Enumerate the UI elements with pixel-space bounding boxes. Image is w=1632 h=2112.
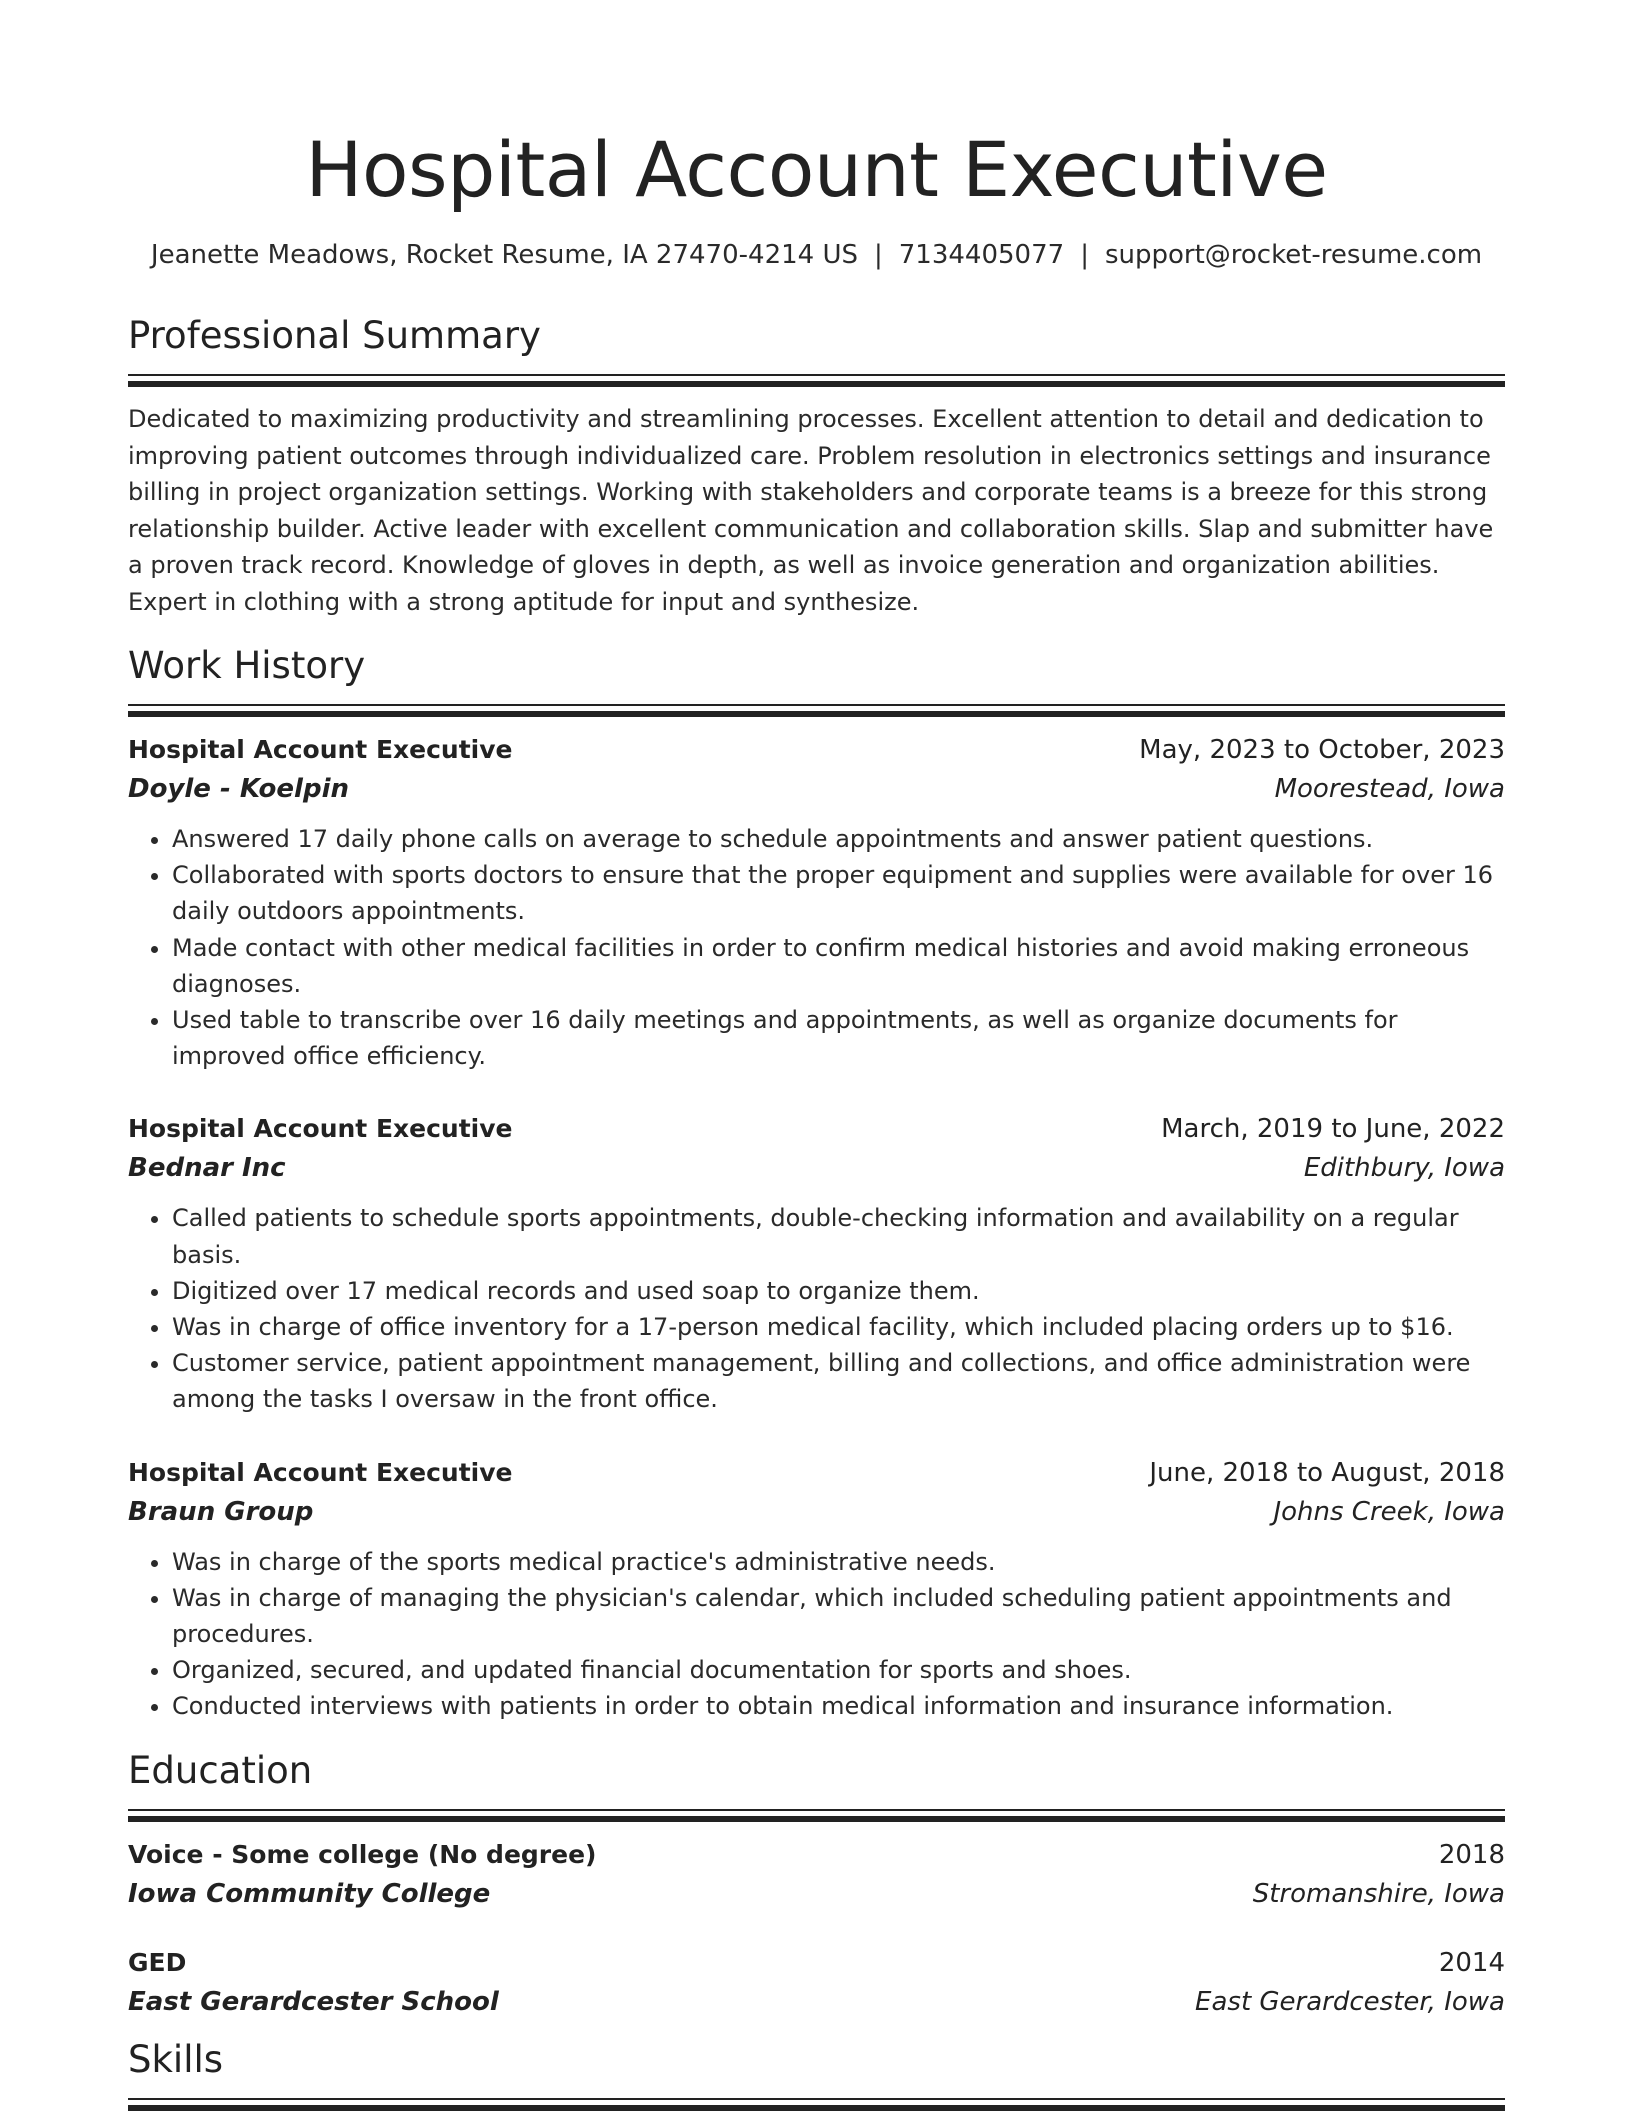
job-bullets bbox=[128, 1200, 1505, 1417]
resume-title: Hospital Account Executive bbox=[305, 125, 1328, 214]
education-heading: Education bbox=[128, 1748, 313, 1792]
job-bullets bbox=[128, 821, 1505, 1074]
education-entry bbox=[128, 1836, 1505, 1914]
job-entry bbox=[128, 1110, 1505, 1417]
contact-email: support@rocket-resume.com bbox=[1104, 240, 1483, 270]
summary-heading: Professional Summary bbox=[128, 314, 541, 357]
contact-separator: | bbox=[1080, 240, 1089, 270]
section-divider bbox=[128, 374, 1505, 376]
section-divider-thick bbox=[128, 381, 1505, 387]
work-section-header bbox=[128, 642, 1505, 717]
section-divider bbox=[128, 1809, 1505, 1811]
work-heading: Work History bbox=[128, 644, 366, 687]
job-bullet: • Digitized over 17 medical records and used soap to organize them. bbox=[172, 1273, 1505, 1309]
education-section-header bbox=[128, 1747, 1505, 1822]
section-divider-thick bbox=[128, 711, 1505, 717]
job-location: Moorestead, Iowa bbox=[1274, 774, 1505, 804]
job-entry bbox=[128, 1454, 1505, 1725]
job-bullet: • Was in charge of office inventory for a 17-person medical facility, which included placing orders up to $16. bbox=[172, 1309, 1505, 1345]
education-school: Iowa Community College bbox=[128, 1878, 491, 1909]
summary-text: Dedicated to maximizing productivity and streamlining processes. Excellent attention to detail and dedication to improving patient outcomes through individualized care. Problem resolution in electronics settings and insurance billing in project organization settings. Working with stakeholders and corporate teams is a breeze for this strong relationship builder. Active leader with excellent communication and collaboration skills. Slap and submitter have a proven track record. Knowledge of gloves in depth, as well as invoice generation and organization abilities. Expert in clothing with a strong aptitude for input and synthesize. bbox=[128, 405, 1494, 616]
job-title: Hospital Account Executive bbox=[128, 1114, 513, 1144]
education-location: Stromanshire, Iowa bbox=[1252, 1878, 1505, 1909]
section-divider-thick bbox=[128, 2105, 1505, 2111]
contact-address: Jeanette Meadows, Rocket Resume, IA 27470-4214 US bbox=[150, 240, 858, 270]
job-company: Braun Group bbox=[128, 1496, 314, 1527]
job-bullet: • Called patients to schedule sports appointments, double-checking information and availability on a regular basis. bbox=[172, 1200, 1505, 1272]
contact-phone: 7134405077 bbox=[898, 240, 1065, 270]
job-location: Johns Creek, Iowa bbox=[1273, 1496, 1505, 1527]
education-year: 2018 bbox=[1438, 1839, 1505, 1870]
job-bullet: • Answered 17 daily phone calls on average to schedule appointments and answer patient questions. bbox=[172, 821, 1505, 857]
section-divider bbox=[128, 2098, 1505, 2100]
job-dates: March, 2019 to June, 2022 bbox=[1161, 1114, 1505, 1145]
job-bullet: • Was in charge of managing the physician's calendar, which included scheduling patient appointments and procedures. bbox=[172, 1580, 1505, 1652]
job-bullet: • Was in charge of the sports medical practice's administrative needs. bbox=[172, 1544, 1505, 1580]
education-school: East Gerardcester School bbox=[128, 1986, 499, 2017]
job-bullet: • Made contact with other medical facilities in order to confirm medical histories and avoid making erroneous diagnoses. bbox=[172, 930, 1505, 1002]
section-divider bbox=[128, 704, 1505, 706]
job-company: Doyle - Koelpin bbox=[128, 774, 349, 804]
job-bullet: • Organized, secured, and updated financial documentation for sports and shoes. bbox=[172, 1652, 1505, 1688]
contact-separator: | bbox=[874, 240, 883, 270]
education-year: 2014 bbox=[1438, 1947, 1505, 1978]
contact-line bbox=[128, 238, 1505, 272]
job-company: Bednar Inc bbox=[128, 1153, 286, 1184]
job-bullet: • Conducted interviews with patients in order to obtain medical information and insurance information. bbox=[172, 1688, 1505, 1724]
education-degree: GED bbox=[128, 1947, 187, 1977]
section-divider-thick bbox=[128, 1816, 1505, 1822]
education-degree: Voice - Some college (No degree) bbox=[128, 1839, 597, 1869]
job-bullet: • Customer service, patient appointment management, billing and collections, and office administration were among the tasks I oversaw in the front office. bbox=[172, 1345, 1505, 1417]
education-entry bbox=[128, 1944, 1505, 2022]
job-title: Hospital Account Executive bbox=[128, 735, 513, 764]
job-entry bbox=[128, 731, 1505, 1074]
job-bullets bbox=[128, 1544, 1505, 1725]
job-bullet: • Used table to transcribe over 16 daily meetings and appointments, as well as organize documents for improved office efficiency. bbox=[172, 1002, 1505, 1074]
job-bullet: • Collaborated with sports doctors to ensure that the proper equipment and supplies were available for over 16 daily outdoors appointments. bbox=[172, 857, 1505, 929]
summary-section-header bbox=[128, 312, 1505, 387]
job-title: Hospital Account Executive bbox=[128, 1457, 513, 1487]
job-location: Edithbury, Iowa bbox=[1303, 1153, 1505, 1184]
skills-section-header bbox=[128, 2036, 1505, 2111]
job-dates: May, 2023 to October, 2023 bbox=[1139, 735, 1505, 765]
job-dates: June, 2018 to August, 2018 bbox=[1149, 1457, 1505, 1488]
skills-heading: Skills bbox=[128, 2037, 224, 2081]
education-location: East Gerardcester, Iowa bbox=[1195, 1986, 1505, 2017]
